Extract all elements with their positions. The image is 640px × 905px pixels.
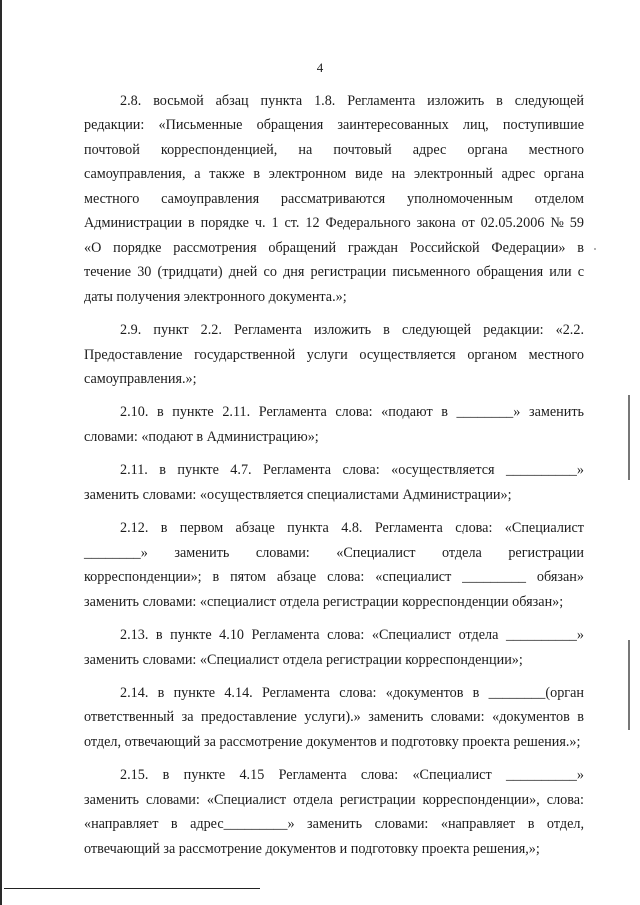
text-line: ответственный за предоставление услуги).» заменить словами: «документов в (84, 709, 584, 726)
text-line: местного самоуправления рассматриваются уполномоченным отделом (84, 190, 584, 207)
text-line: Предоставление государственной услуги осуществляется органом местного (84, 346, 584, 363)
text-line: корреспонденции»; в пятом абзаце слова: «специалист _________ обязан» (84, 569, 584, 586)
text-line: заменить словами: «осуществляется специалистами Администрации»; (84, 486, 512, 503)
text-line: заменить словами: «специалист отдела регистрации корреспонденции обязан»; (84, 593, 564, 610)
paragraph-2-14 (84, 681, 584, 754)
text-line: отдел, отвечающий за рассмотрение документов и подготовку проекта решения.»; (84, 733, 581, 750)
scan-right-mark (628, 640, 630, 730)
text-line: 2.8. восьмой абзац пункта 1.8. Регламента изложить в следующей (120, 93, 584, 109)
text-line: 2.10. в пункте 2.11. Регламента слова: «подают в ________» заменить (120, 404, 584, 421)
paragraph-2-15 (84, 763, 584, 861)
text-line: отвечающий за рассмотрение документов и подготовку проекта решения,»; (84, 840, 540, 857)
text-line: течение 30 (тридцати) дней со дня регистрации письменного обращения или с (84, 264, 584, 281)
document-body (84, 89, 584, 861)
paragraph-2-11 (84, 458, 584, 507)
paragraph-2-10 (84, 400, 584, 449)
text-line: Администрации в порядке ч. 1 ст. 12 Федерального закона от 02.05.2006 № 59 (84, 215, 584, 232)
paragraph-2-13 (84, 623, 584, 672)
scan-speck (594, 248, 596, 250)
scan-right-mark (628, 395, 630, 480)
text-line: почтовой корреспонденцией, на почтовый адрес органа местного (84, 141, 584, 158)
text-line: даты получения электронного документа.»; (84, 288, 347, 305)
text-line: «направляет в адрес_________» заменить словами: «направляет в отдел, (84, 816, 584, 833)
text-line: самоуправления.»; (84, 370, 197, 387)
text-line: 2.14. в пункте 4.14. Регламента слова: «документов в ________(орган (120, 684, 584, 701)
text-line: заменить словами: «Специалист отдела регистрации корреспонденции», слова: (84, 791, 584, 808)
text-line: заменить словами: «Специалист отдела регистрации корреспонденции»; (84, 651, 523, 668)
text-line: словами: «подают в Администрацию»; (84, 428, 319, 445)
scan-left-edge (0, 0, 2, 905)
text-line: 2.9. пункт 2.2. Регламента изложить в следующей редакции: «2.2. (120, 322, 584, 339)
footnote-rule (4, 888, 260, 889)
text-line: самоуправления, а также в электронном виде на электронный адрес органа (84, 166, 584, 183)
paragraph-2-8 (84, 89, 584, 309)
paragraph-2-9 (84, 318, 584, 391)
page-number: 4 (316, 60, 324, 75)
text-line: ________» заменить словами: «Специалист отдела регистрации (84, 544, 584, 561)
text-line: 2.12. в первом абзаце пункта 4.8. Регламента слова: «Специалист (120, 520, 584, 537)
text-line: редакции: «Письменные обращения заинтересованных лиц, поступившие (84, 117, 584, 134)
text-line: 2.11. в пункте 4.7. Регламента слова: «осуществляется __________» (120, 462, 584, 479)
text-line: 2.13. в пункте 4.10 Регламента слова: «Специалист отдела __________» (120, 627, 584, 644)
text-line: «О порядке рассмотрения обращений граждан Российской Федерации» в (84, 239, 584, 256)
paragraph-2-12 (84, 516, 584, 614)
text-line: 2.15. в пункте 4.15 Регламента слова: «Специалист __________» (120, 767, 584, 784)
